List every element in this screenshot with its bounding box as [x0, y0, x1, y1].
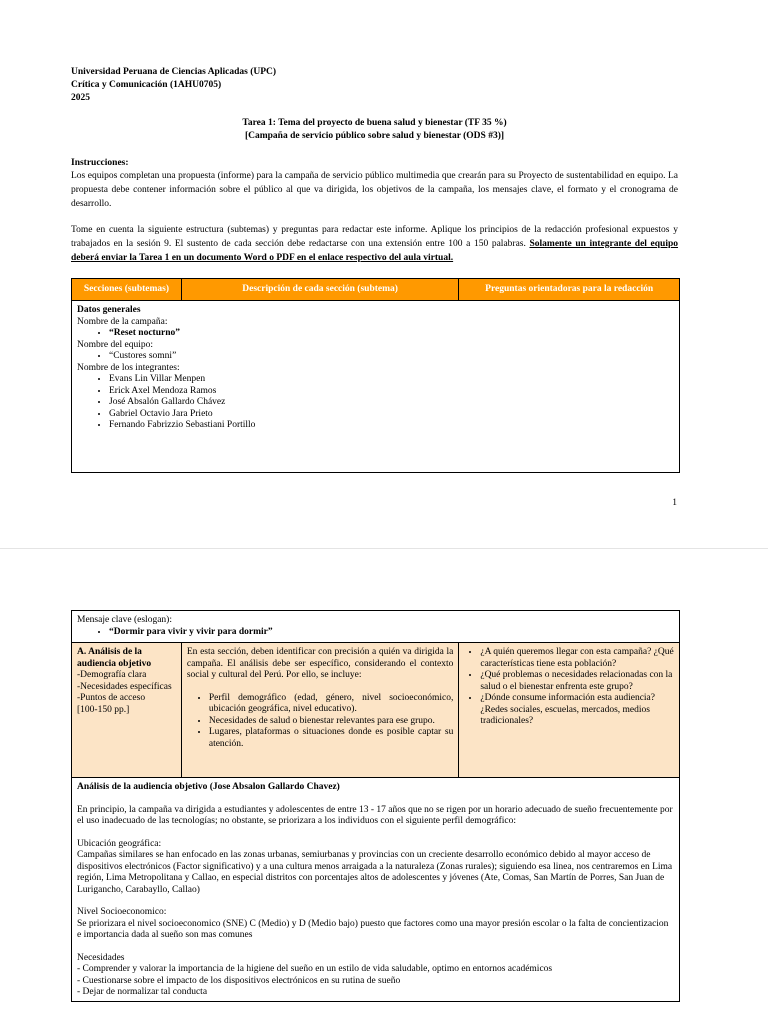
question-item: • ¿A quién queremos llegar con esta campaña? ¿Qué características tiene esta población? [480, 647, 674, 670]
year: 2025 [71, 93, 90, 103]
title-line-1: Tarea 1: Tema del proyecto de buena salud y bienestar (TF 35 %) [242, 118, 507, 128]
key-message-cell [72, 611, 680, 643]
general-data-label: Datos generales [77, 305, 141, 315]
key-message-value: • “Dormir para vivir y vivir para dormir” [109, 627, 674, 639]
analysis-cell [72, 778, 680, 1002]
description-bullet: • Perfil demográfico (edad, género, nivel socioeconómico, ubicación geográfica, nivel educativo). [209, 693, 454, 716]
section-a-questions-list [464, 647, 674, 728]
geo-text: Campañas similares se han enfocado en las zonas urbanas, semiurbanas y provincias con un creciente desarrollo económico debido al mayor acceso de dispositivos electrónicos (Factor significativo) y a una cultura menos arraigada a la naturaleza (Zonas rurales); siguiendo esa linea, nos centraremos en Lima región, Lima Metropolitana y Callao, en especial distritos con porcentajes altos de adolescentes y jóvenes (Ate, Comas, San Martín de Porres, San Juan de Lurigancho, Carabayllo, Callao) [77, 850, 673, 895]
campaign-name-list [77, 328, 674, 340]
document-header [71, 66, 276, 105]
key-message-row [72, 611, 680, 643]
course-name: Crítica y Comunicación (1AHU0705) [71, 80, 222, 90]
general-data-row [72, 301, 680, 473]
title-line-2: [Campaña de servicio público sobre salud y bienestar (ODS #3)] [244, 131, 505, 141]
need-item: - Comprender y valorar la importancia de la higiene del sueño en un estilo de vida saludable, optimo en entornos académicos [77, 964, 553, 974]
instructions-text: Tome en cuenta la siguiente estructura (subtemas) y preguntas para redactar este informe. Aplique los principios de la redacción profesional expuestos y trabajados en la sesión 9. El sustento de cada sección debe redactarse con una extensión entre 100 a 150 palabras. [71, 225, 678, 249]
general-data-cell [72, 301, 680, 473]
university-name: Universidad Peruana de Ciencias Aplicadas (UPC) [71, 67, 277, 77]
header-sections: Secciones (subtemas) [72, 279, 182, 301]
table-header-row [72, 279, 680, 301]
geo-label: Ubicación geográfica: [77, 838, 162, 849]
socio-label: Nivel Socioeconomico: [77, 907, 167, 917]
question-item: • ¿Qué problemas o necesidades relacionadas con la salud o el bienestar enfrenta este grupo? [480, 670, 674, 693]
member-item: • Fernando Fabrizzio Sebastiani Portillo [109, 420, 674, 432]
team-name-list [77, 351, 674, 363]
section-a-item: [100-150 pp.] [77, 704, 130, 715]
member-item: • Evans Lin Villar Menpen [109, 374, 674, 386]
header-description: Descripción de cada sección (subtema) [181, 279, 459, 301]
team-name: • “Custores somni” [109, 351, 674, 363]
needs-label: Necesidades [77, 952, 125, 963]
structure-table [71, 278, 680, 473]
header-questions: Preguntas orientadoras para la redacción [459, 279, 680, 301]
analysis-intro: En principio, la campaña va dirigida a estudiantes y adolescentes de entre 13 - 17 años que no se rigen por un horario adecuado de sueño frecuentemente por el uso inadecuado de las tecnologías; no obstante, se priorizara a los individuos con el siguiente perfil demográfico: [77, 804, 673, 826]
instructions-label: Instrucciones: [71, 158, 129, 168]
section-a-description-cell [181, 643, 459, 778]
key-message-list [77, 627, 674, 639]
campaign-name: • “Reset nocturno” [109, 328, 674, 340]
description-bullet: • Lugares, plataformas o situaciones donde es posible captar su atención. [209, 727, 454, 750]
section-a-item: -Necesidades específicas [77, 681, 172, 692]
analysis-row [72, 778, 680, 1002]
member-item: • Gabriel Octavio Jara Prieto [109, 409, 674, 421]
description-bullet: • Necesidades de salud o bienestar relevantes para ese grupo. [209, 716, 454, 728]
need-item: - Cuestionarse sobre el impacto de los dispositivos electrónicos en su rutina de sueño [77, 975, 401, 986]
need-item: - Dejar de normalizar tal conducta [77, 987, 208, 997]
section-a-title-cell [72, 643, 182, 778]
section-a-description-list [187, 693, 454, 751]
members-label: Nombre de los integrantes: [77, 362, 180, 373]
instructions-paragraph-1: Los equipos completan una propuesta (informe) para la campaña de servicio público multimedia que crearán para su Proyecto de sustentabilidad en equipo. La propuesta debe contener información sobre el público al que va dirigida, los objetivos de la campaña, los mensajes clave, el formato y el cronograma de desarrollo. [71, 171, 678, 209]
campaign-name-label: Nombre de la campaña: [77, 316, 168, 327]
socio-text: Se priorizara el nivel socioeconomico (SNE) C (Medio) y D (Medio bajo) puesto que factores como una mayor presión escolar o la falta de concientizacion e importancia dada al sueño son mas comunes [77, 918, 669, 940]
key-message-label: Mensaje clave (eslogan): [77, 615, 172, 625]
document-page-2 [0, 548, 768, 1025]
section-a-item: -Demografía clara [77, 670, 147, 680]
section-a-questions-cell [459, 643, 680, 778]
section-a-row [72, 643, 680, 778]
team-name-label: Nombre del equipo: [77, 339, 153, 350]
assignment-title [71, 117, 678, 143]
member-item: • José Absalón Gallardo Chávez [109, 397, 674, 409]
section-a-item: -Puntos de acceso [77, 693, 146, 703]
audience-table [71, 610, 680, 1002]
instructions-paragraph-2 [71, 223, 678, 265]
analysis-title: Análisis de la audiencia objetivo (Jose Absalon Gallardo Chavez) [77, 782, 340, 792]
members-list [77, 374, 674, 432]
page-number: 1 [672, 498, 677, 508]
section-a-title: A. Análisis de la audiencia objetivo [77, 647, 152, 669]
section-a-description: En esta sección, deben identificar con precisión a quién va dirigida la campaña. El análisis debe ser específico, considerando el contexto social y cultural del Perú. Por ello, se incluye: [186, 647, 454, 680]
instructions [71, 157, 678, 211]
submission-note: Solamente un integrante del equipo deberá enviar la Tarea 1 en un documento Word o PDF en el enlace respectivo del aula virtual. [71, 239, 679, 263]
question-item: • ¿Dónde consume información esta audiencia? ¿Redes sociales, escuelas, mercados, medios tradicionales? [480, 693, 674, 728]
member-item: • Erick Axel Mendoza Ramos [109, 386, 674, 398]
